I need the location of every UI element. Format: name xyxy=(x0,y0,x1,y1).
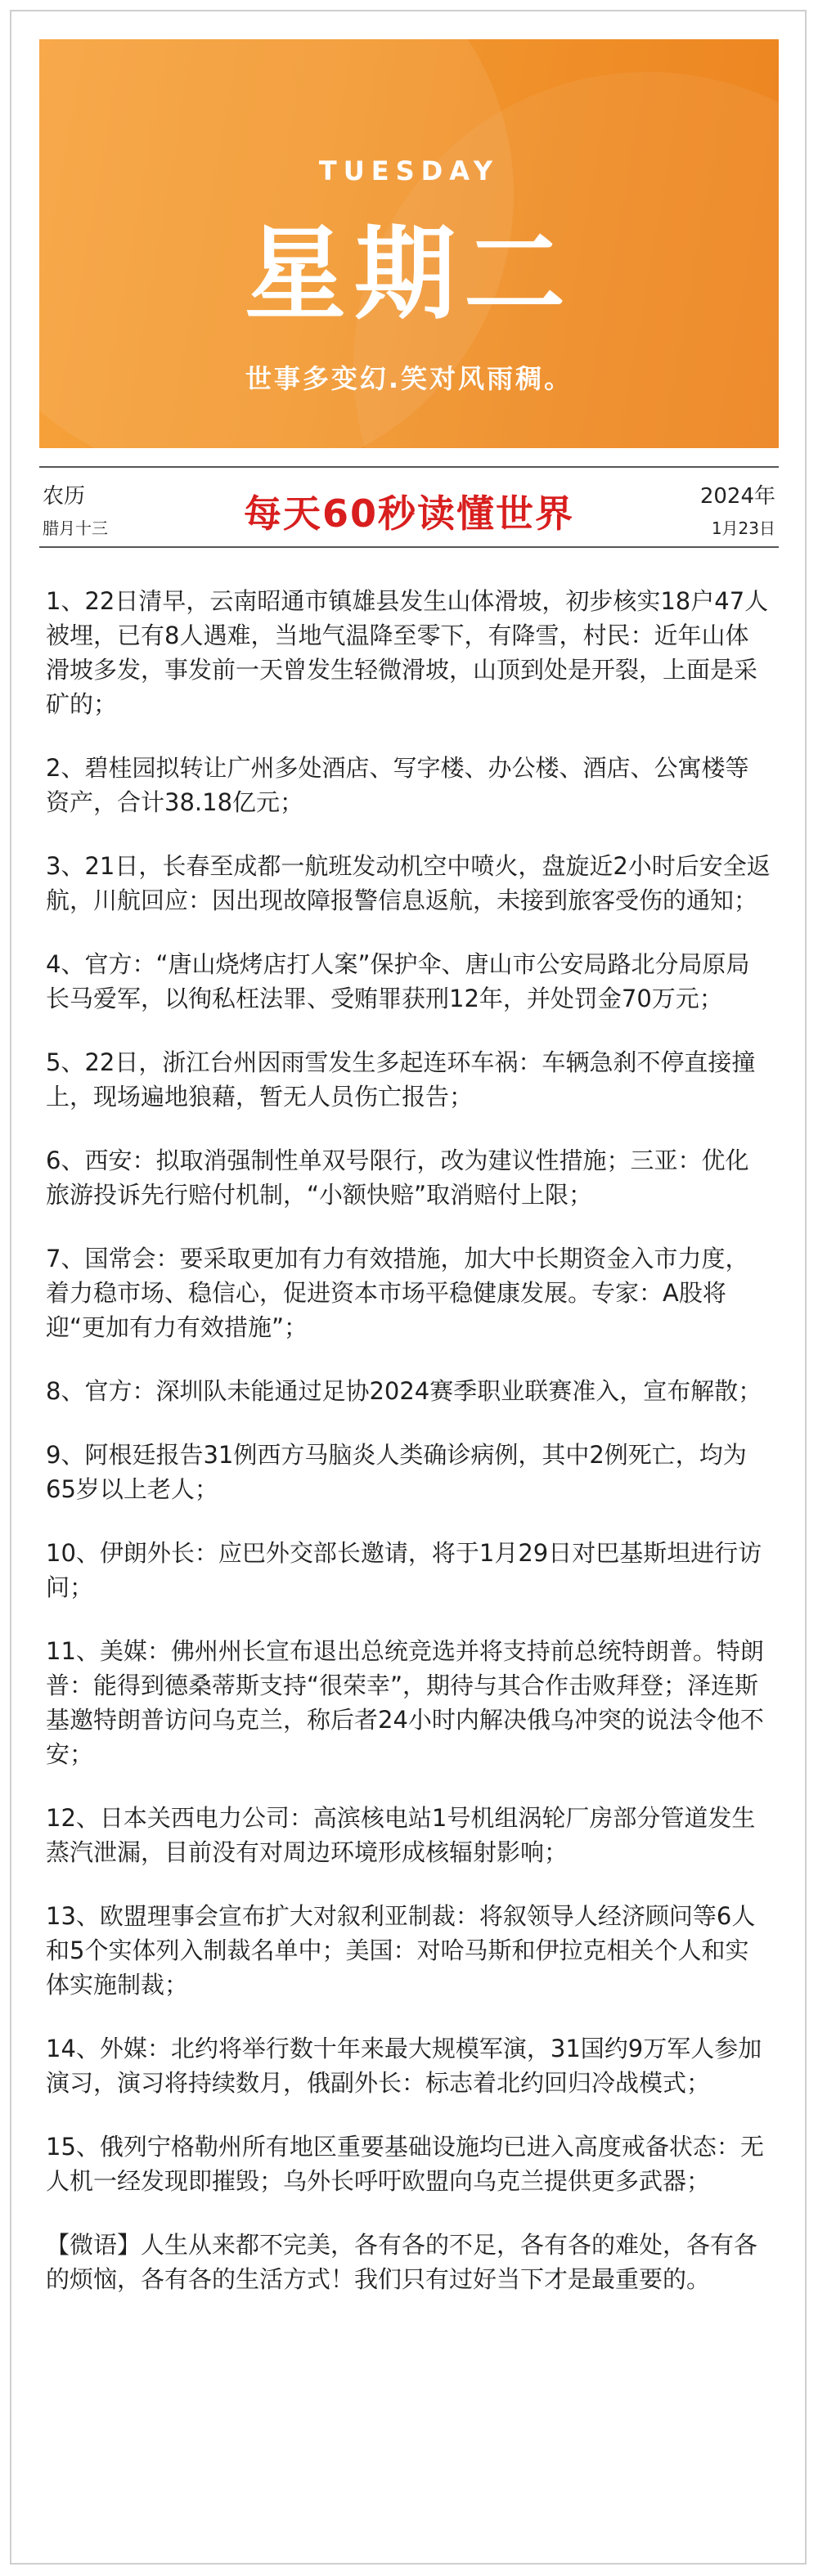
year: 2024年 xyxy=(699,484,775,509)
news-item: 14、外媒：北约将举行数十年来最大规模军演，31国约9万军人参加演习，演习将持续数月，俄副外长：标志着北约回归冷战模式； xyxy=(46,2035,762,2097)
weekday-english: TUESDAY xyxy=(318,155,500,186)
closing-quote: 【微语】人生从来都不完美，各有各的不足，各有各的难处，各有各的烦恼，各有各的生活方式！我们只有过好当下才是最重要的。 xyxy=(46,2231,758,2293)
lunar-label: 农历 xyxy=(43,484,86,509)
news-item: 1、22日清早，云南昭通市镇雄县发生山体滑坡，初步核实18户47人被埋，已有8人遇难，当地气温降至零下，有降雪，村民：近年山体滑坡多发，事发前一天曾发生轻微滑坡，山顶到处是开裂，上面是采矿的； xyxy=(46,587,769,718)
page-title: 每天60秒读懂世界 xyxy=(243,491,574,536)
news-item: 13、欧盟理事会宣布扩大对叙利亚制裁：将叙领导人经济顾问等6人和5个实体列入制裁名单中；美国：对哈马斯和伊拉克相关个人和实体实施制裁； xyxy=(46,1902,756,1999)
news-item: 2、碧桂园拟转让广州多处酒店、写字楼、办公楼、酒店、公寓楼等资产，合计38.18亿元； xyxy=(46,754,749,816)
news-item: 15、俄列宁格勒州所有地区重要基础设施均已进入高度戒备状态：无人机一经发现即摧毁；乌外长呼吁欧盟向乌克兰提供更多武器； xyxy=(46,2133,764,2195)
news-item: 8、官方：深圳队未能通过足协2024赛季职业联赛准入，宣布解散； xyxy=(46,1377,762,1405)
news-item: 3、21日，长春至成都一航班发动机空中喷火，盘旋近2小时后安全返航，川航回应：因出现故障报警信息返航，未接到旅客受伤的通知； xyxy=(46,852,771,914)
date-bar xyxy=(39,466,779,548)
weekday-chinese: 星期二 xyxy=(244,216,573,334)
news-item: 6、西安：拟取消强制性单双号限行，改为建议性措施；三亚：优化旅游投诉先行赔付机制，“小额快赔”取消赔付上限； xyxy=(46,1147,749,1209)
news-item: 10、伊朗外长：应巴外交部长邀请，将于1月29日对巴基斯坦进行访问； xyxy=(46,1539,762,1601)
banner-slogan: 世事多变幻.笑对风雨稠。 xyxy=(245,363,573,394)
month-day: 1月23日 xyxy=(711,518,775,538)
news-item: 9、阿根廷报告31例西方马脑炎人类确诊病例，其中2例死亡，均为65岁以上老人； xyxy=(46,1441,747,1503)
news-item: 12、日本关西电力公司：高滨核电站1号机组涡轮厂房部分管道发生蒸汽泄漏，目前没有对周边环境形成核辐射影响； xyxy=(46,1804,756,1866)
news-item: 7、国常会：要采取更加有力有效措施，加大中长期资金入市力度，着力稳市场、稳信心，促进资本市场平稳健康发展。专家：A股将迎“更加有力有效措施”； xyxy=(46,1245,749,1341)
news-item: 4、官方：“唐山烧烤店打人案”保护伞、唐山市公安局路北分局原局长马爱军，以徇私枉法罪、受贿罪获刑12年，并处罚金70万元； xyxy=(46,950,750,1012)
news-list xyxy=(46,584,772,2326)
news-item: 11、美媒：佛州州长宣布退出总统竞选并将支持前总统特朗普。特朗普：能得到德桑蒂斯支持“很荣幸”，期待与其合作击败拜登；泽连斯基邀特朗普访问乌克兰，称后者24小时内解决俄乌冲突的说法令他不安； xyxy=(46,1637,764,1768)
lunar-date: 腊月十三 xyxy=(43,518,108,538)
news-item: 5、22日，浙江台州因雨雪发生多起连环车祸：车辆急刹不停直接撞上，现场遍地狼藉，暂无人员伤亡报告； xyxy=(46,1048,756,1111)
header-banner xyxy=(39,39,779,448)
